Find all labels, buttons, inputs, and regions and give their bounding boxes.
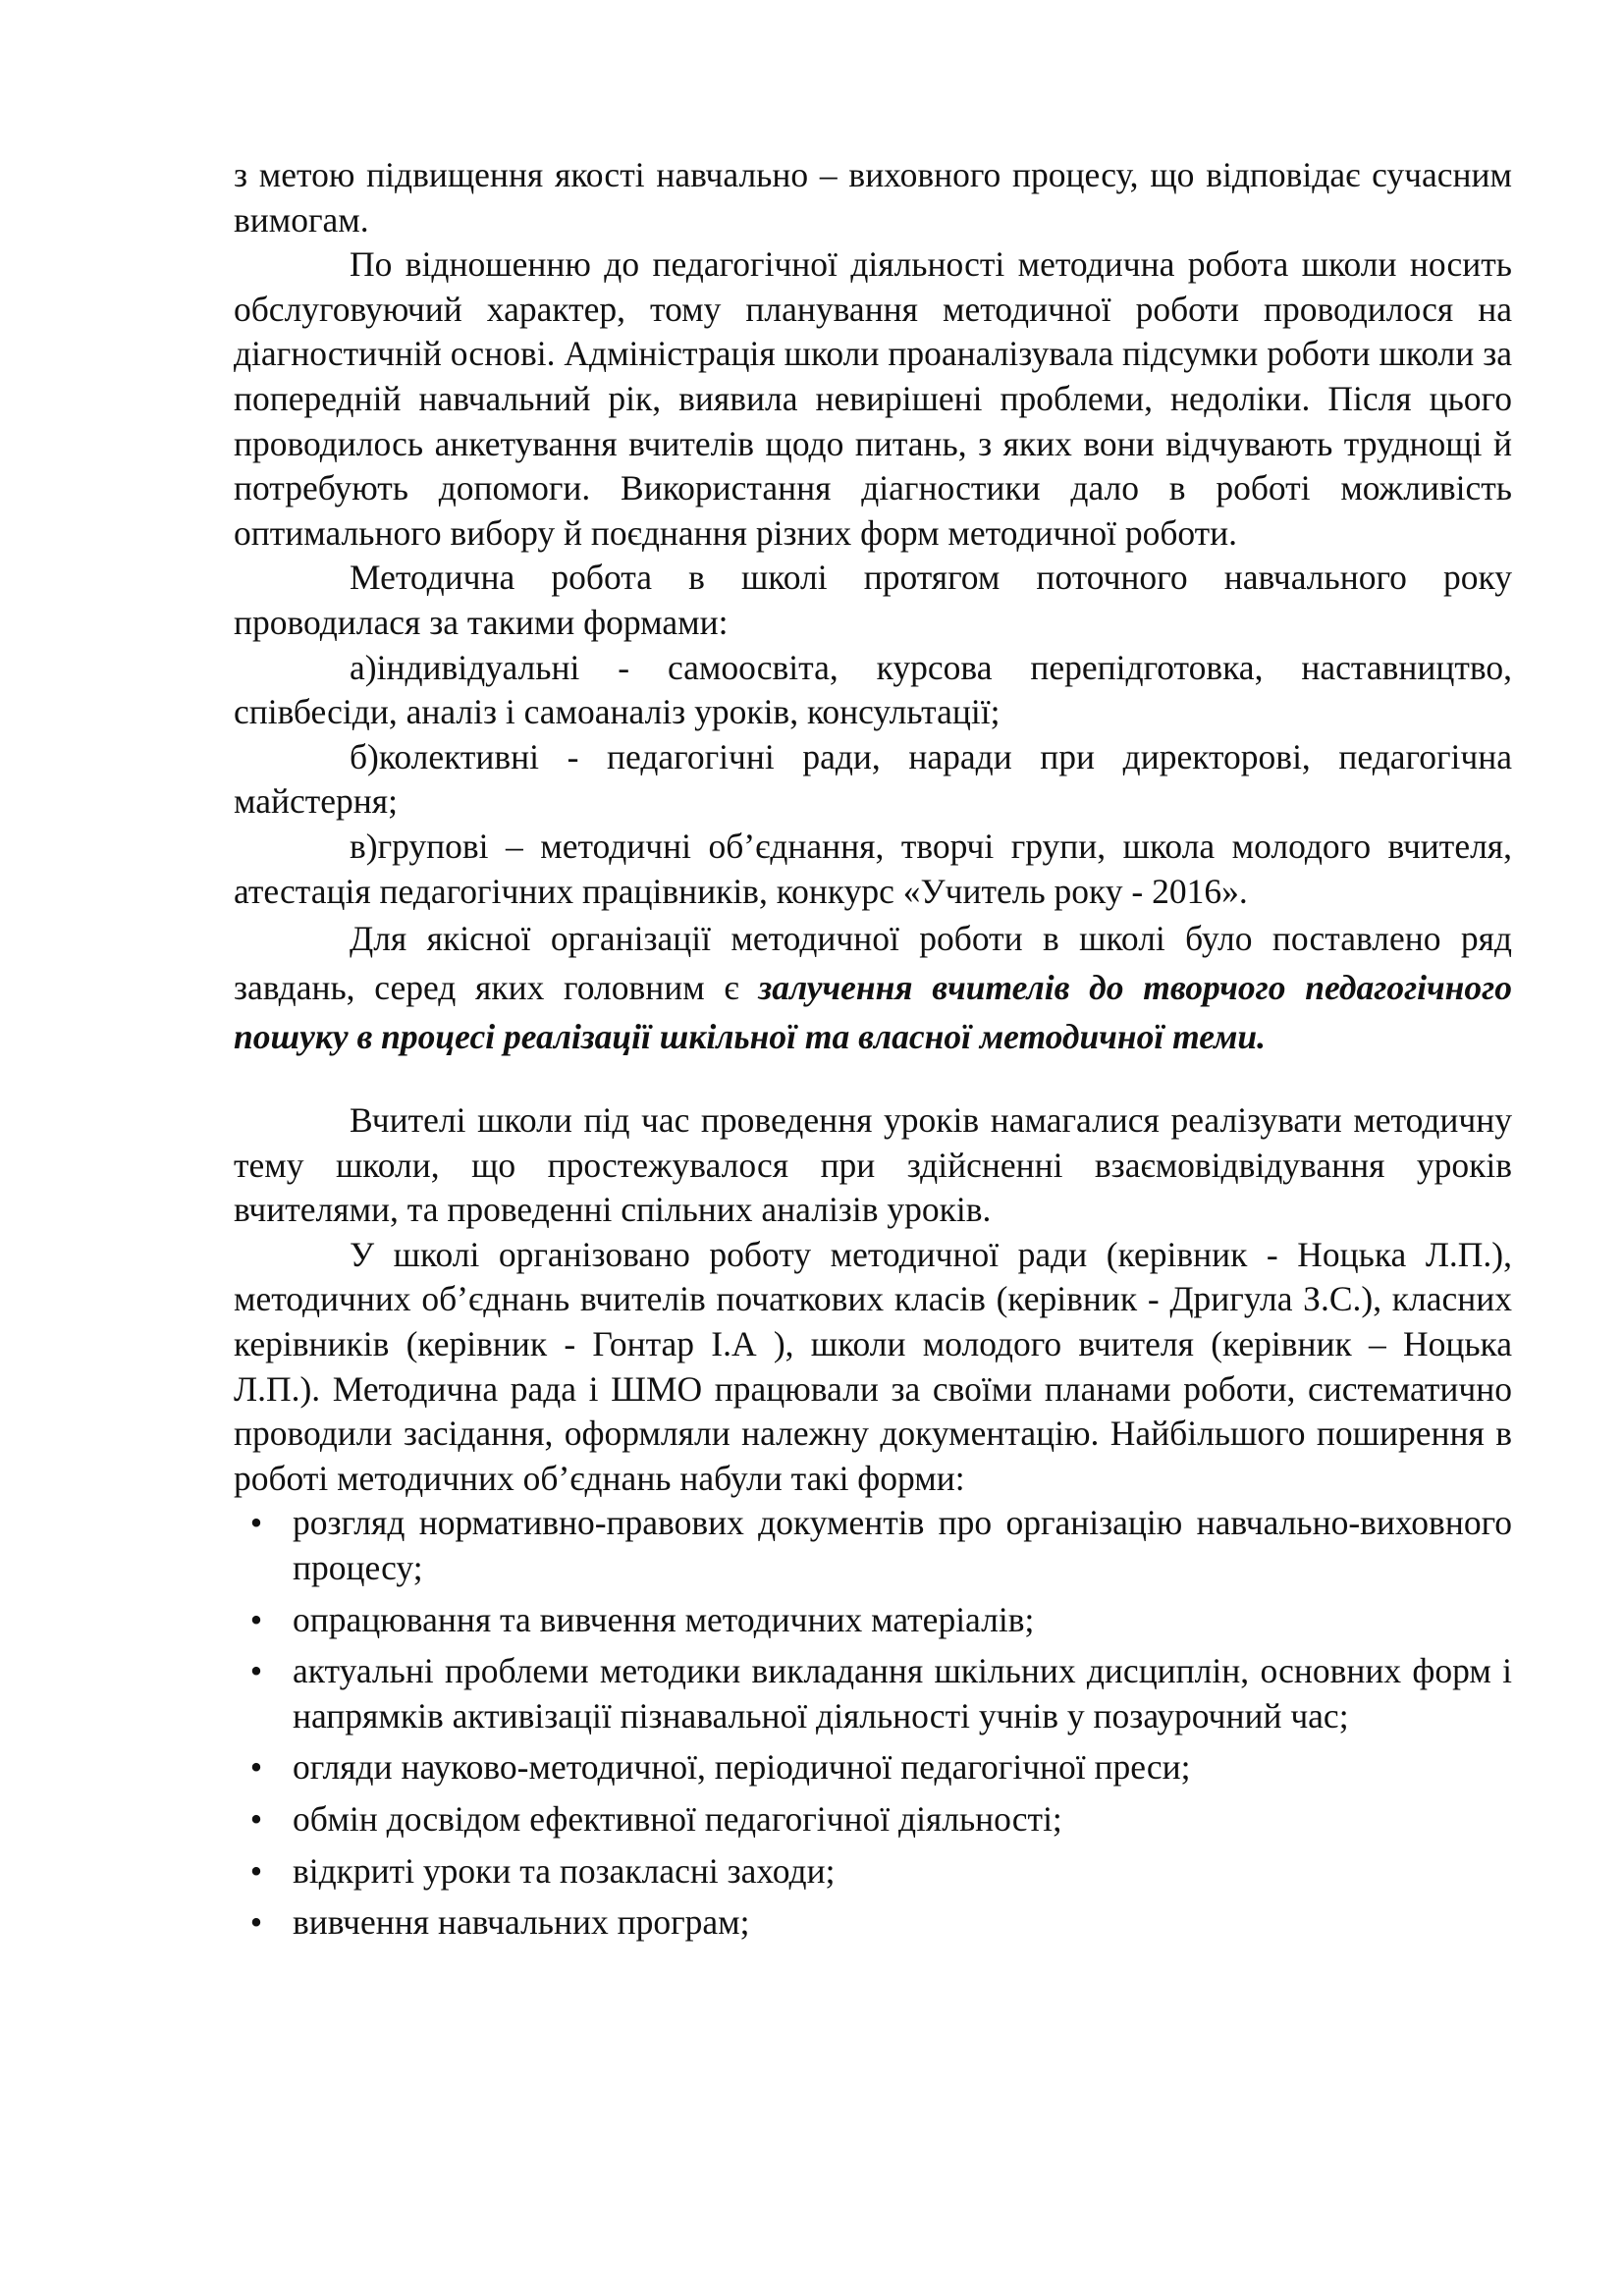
tasks-emphasis-text: залучення вчителів до творчого педагогічного пошуку в процесі реалізації шкільної та власної методичної теми. xyxy=(234,968,1512,1057)
list-item xyxy=(234,1598,1512,1643)
list-item-text: розгляд нормативно-правових документів про організацію навчально-виховного процесу; xyxy=(293,1503,1512,1588)
forms-bullet-list xyxy=(234,1501,1512,1945)
bullet-icon: • xyxy=(249,1850,263,1891)
list-item-text: актуальні проблеми методики викладання шкільних дисциплін, основних форм і напрямків активізації пізнавальної діяльності учнів у позаурочний час; xyxy=(293,1651,1512,1735)
intro-paragraph: з метою підвищення якості навчально – виховного процесу, що відповідає сучасним вимогам. xyxy=(234,155,1512,240)
bullet-icon: • xyxy=(249,1503,263,1543)
list-item xyxy=(234,1649,1512,1738)
list-item xyxy=(234,1797,1512,1842)
tasks-lead-text: Для якісної організації методичної роботи в школі було поставлено ряд завдань, серед яких головним є xyxy=(234,919,1512,1008)
list-item-text: обмін досвідом ефективної педагогічної діяльності; xyxy=(293,1799,1062,1839)
teachers-paragraph: Вчителі школи під час проведення уроків намагалися реалізувати методичну тему школи, що простежувалося при здійсненні взаємовідвідування уроків вчителями, та проведенні спільних аналізів уроків. xyxy=(234,1100,1512,1230)
list-item xyxy=(234,1745,1512,1790)
list-item xyxy=(234,1849,1512,1895)
bullet-icon: • xyxy=(249,1902,263,1943)
collective-forms-paragraph: б)колективні - педагогічні ради, наради при директорові, педагогічна майстерня; xyxy=(234,736,1512,822)
forms-intro-paragraph: Методична робота в школі протягом поточного навчального року проводилася за такими формами: xyxy=(234,558,1512,642)
list-item-text: огляди науково-методичної, періодичної педагогічної преси; xyxy=(293,1747,1191,1788)
list-item-text: вивчення навчальних програм; xyxy=(293,1902,750,1943)
list-item xyxy=(234,1501,1512,1590)
bullet-icon: • xyxy=(249,1747,263,1788)
list-item xyxy=(234,1900,1512,1946)
list-item-text: опрацювання та вивчення методичних матеріалів; xyxy=(293,1599,1035,1639)
bullet-icon: • xyxy=(249,1599,263,1639)
bullet-icon: • xyxy=(249,1799,263,1839)
group-forms-paragraph: в)групові – методичні об’єднання, творчі групи, школа молодого вчителя, атестація педагогічних працівників, конкурс «Учитель року - 2016». xyxy=(234,826,1512,911)
document-page xyxy=(234,153,1512,1952)
list-item-text: відкриті уроки та позакласні заходи; xyxy=(293,1850,836,1891)
tasks-paragraph xyxy=(234,914,1512,1061)
methodical-council-paragraph: У школі організовано роботу методичної ради (керівник - Ноцька Л.П.), методичних об’єднань вчителів початкових класів (керівник - Дригула З.С.), класних керівників (керівник - Гонтар І.А ), школи молодого вчителя (керівник – Ноцька Л.П.). Методична рада і ШМО працювали за своїми планами роботи, систематично проводили засідання, оформляли належну документацію. Найбільшого поширення в роботі методичних об’єднань набули такі форми: xyxy=(234,1234,1512,1498)
bullet-icon: • xyxy=(249,1651,263,1691)
individual-forms-paragraph: а)індивідуальні - самоосвіта, курсова перепідготовка, наставництво, співбесіди, аналіз і самоаналіз уроків, консультації; xyxy=(234,647,1512,732)
planning-paragraph: По відношенню до педагогічної діяльності методична робота школи носить обслуговуючий характер, тому планування методичної роботи проводилося на діагностичній основі. Адміністрація школи проаналізувала підсумки роботи школи за попередній навчальний рік, виявила невирішені проблеми, недоліки. Після цього проводилось анкетування вчителів щодо питань, з яких вони відчувають труднощі й потребують допомоги. Використання діагностики дало в роботі можливість оптимального вибору й поєднання різних форм методичної роботи. xyxy=(234,244,1512,553)
